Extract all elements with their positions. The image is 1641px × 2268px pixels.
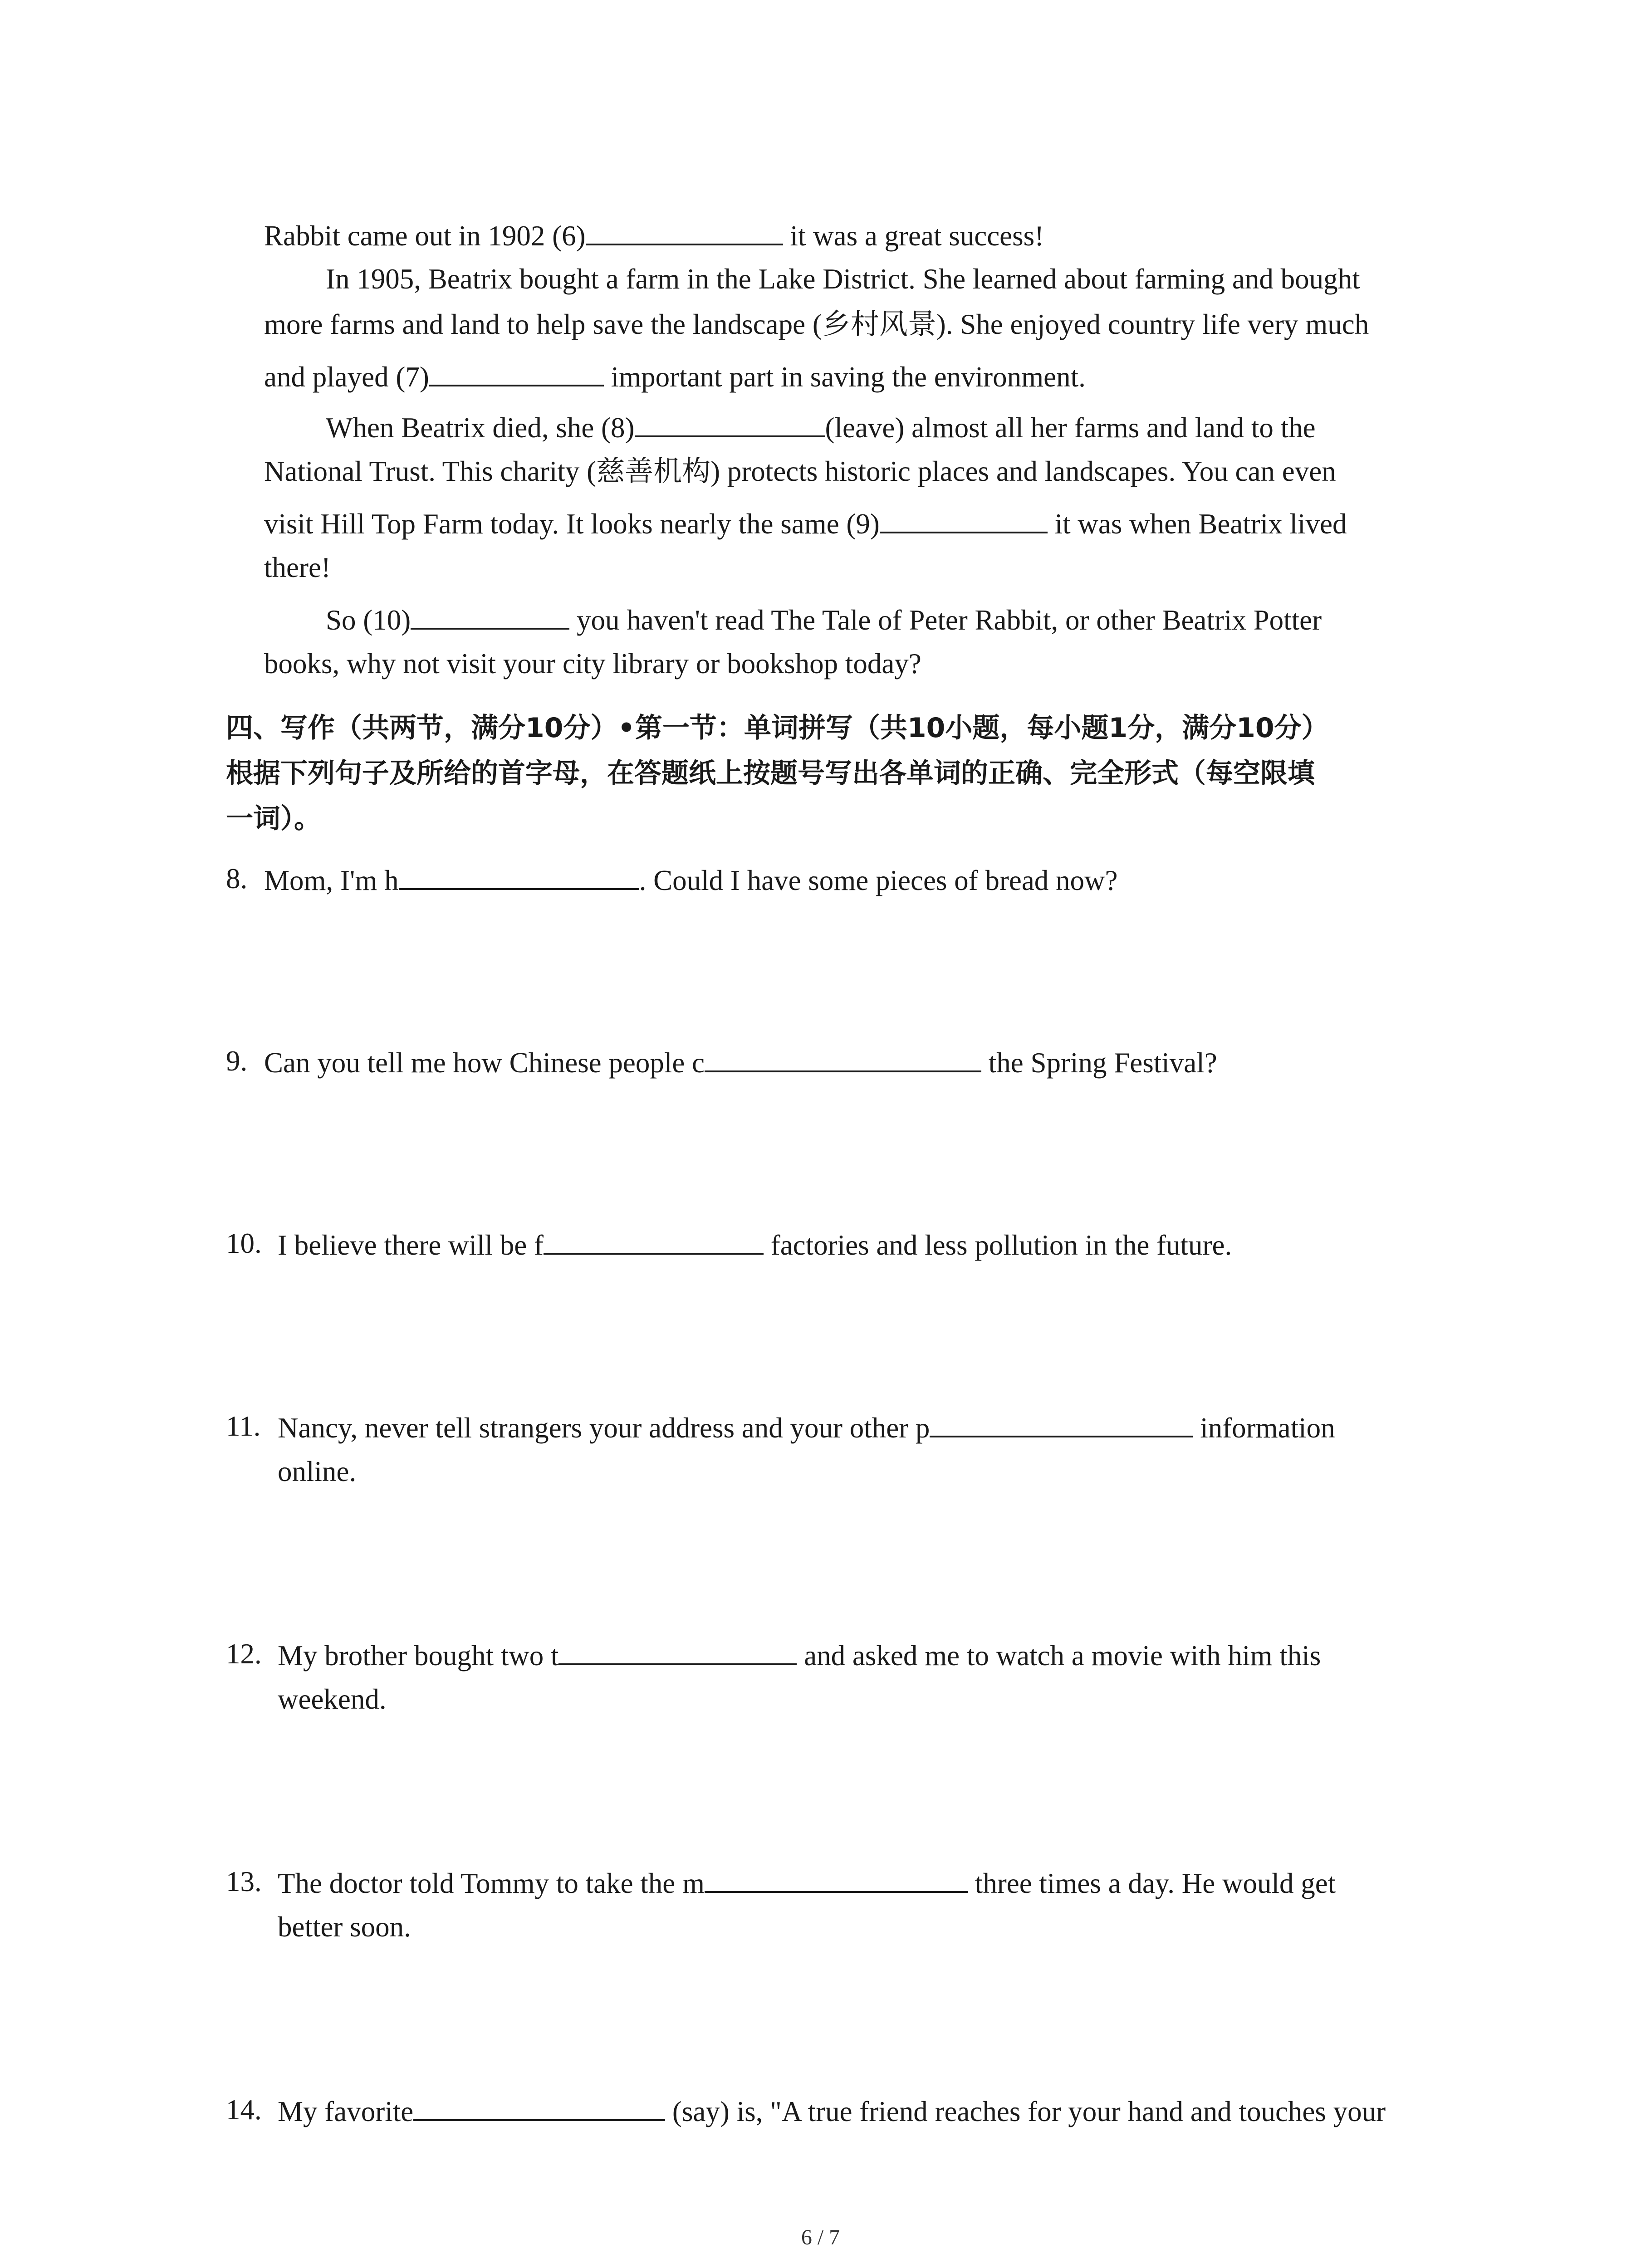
passage-line-9: [326, 604, 1322, 635]
question-number: 12.: [226, 1638, 262, 1670]
question-12: [278, 1640, 1321, 1670]
answer-blank-q11[interactable]: [930, 1412, 1193, 1437]
passage-line-4: [264, 361, 1086, 391]
answer-blank-8[interactable]: [635, 412, 825, 437]
question-text: the Spring Festival?: [988, 1047, 1217, 1079]
page-number: 6 / 7: [801, 2225, 840, 2249]
question-14: [278, 2096, 1386, 2126]
passage-line-3: more farms and land to help save the landscape (乡村风景). She enjoyed country life very much: [264, 308, 1369, 340]
passage-text: (leave) almost all her farms and land to the: [825, 412, 1316, 444]
passage-line-10: books, why not visit your city library or bookshop today?: [264, 648, 921, 679]
answer-blank-6[interactable]: [586, 220, 783, 245]
answer-blank-q8[interactable]: [399, 865, 639, 890]
passage-text: it was when Beatrix lived: [1054, 508, 1347, 540]
passage-line-1: [264, 220, 1044, 250]
passage-text: and played (7): [264, 361, 429, 393]
passage-line-6: National Trust. This charity (慈善机构) protects historic places and landscapes. You can even: [264, 455, 1336, 487]
passage-text: Rabbit came out in 1902 (6): [264, 220, 586, 252]
passage-text: it was a great success!: [790, 220, 1044, 252]
question-number: 10.: [226, 1227, 262, 1259]
question-9: [264, 1047, 1217, 1077]
question-8: [264, 865, 1118, 895]
question-number: 8.: [226, 863, 248, 894]
answer-blank-7[interactable]: [429, 361, 604, 386]
question-text: I believe there will be f: [278, 1229, 544, 1261]
answer-blank-10[interactable]: [411, 604, 569, 630]
passage-text: visit Hill Top Farm today. It looks nearly the same (9): [264, 508, 880, 540]
question-number: 14.: [226, 2094, 262, 2126]
question-text: Mom, I'm h: [264, 865, 399, 896]
question-text: Nancy, never tell strangers your address and your other p: [278, 1412, 930, 1444]
question-12-cont: weekend.: [278, 1683, 387, 1715]
passage-text: When Beatrix died, she (8): [326, 412, 635, 444]
question-text: . Could I have some pieces of bread now?: [639, 865, 1118, 896]
answer-blank-q12[interactable]: [558, 1640, 797, 1665]
passage-line-5: [326, 412, 1316, 442]
question-text: The doctor told Tommy to take the m: [278, 1867, 705, 1899]
section-instructions-cont: 一词）。: [226, 803, 321, 835]
passage-line-7: [264, 508, 1347, 538]
question-text: factories and less pollution in the future.: [770, 1229, 1232, 1261]
question-number: 11.: [226, 1410, 261, 1442]
section-title: 四、写作（共两节，满分10分）•第一节：单词拼写（共10小题，每小题1分，满分10分）: [226, 712, 1329, 744]
question-10: [278, 1229, 1232, 1260]
question-text: and asked me to watch a movie with him this: [804, 1640, 1321, 1672]
answer-blank-9[interactable]: [880, 508, 1048, 533]
question-number: 13.: [226, 1866, 262, 1897]
question-text: three times a day. He would get: [975, 1867, 1336, 1899]
question-number: 9.: [226, 1045, 248, 1077]
question-text: (say) is, "A true friend reaches for your hand and touches your: [672, 2096, 1386, 2127]
question-13-cont: better soon.: [278, 1911, 411, 1943]
answer-blank-q10[interactable]: [544, 1229, 764, 1255]
passage-text: important part in saving the environment.: [611, 361, 1086, 393]
question-13: [278, 1867, 1336, 1898]
passage-text: So (10): [326, 604, 411, 636]
question-11-cont: online.: [278, 1456, 357, 1487]
question-11: [278, 1412, 1335, 1442]
passage-text: you haven't read The Tale of Peter Rabbit, or other Beatrix Potter: [577, 604, 1322, 636]
question-text: My brother bought two t: [278, 1640, 559, 1672]
answer-blank-q13[interactable]: [705, 1867, 968, 1893]
passage-line-2: In 1905, Beatrix bought a farm in the Lake District. She learned about farming and bought: [326, 263, 1360, 295]
question-text: My favorite: [278, 2096, 414, 2127]
question-text: Can you tell me how Chinese people c: [264, 1047, 705, 1079]
question-text: information: [1200, 1412, 1335, 1444]
answer-blank-q14[interactable]: [413, 2096, 665, 2121]
section-instructions: 根据下列句子及所给的首字母，在答题纸上按题号写出各单词的正确、完全形式（每空限填: [226, 758, 1315, 789]
passage-line-8: there!: [264, 552, 331, 583]
answer-blank-q9[interactable]: [705, 1047, 981, 1072]
